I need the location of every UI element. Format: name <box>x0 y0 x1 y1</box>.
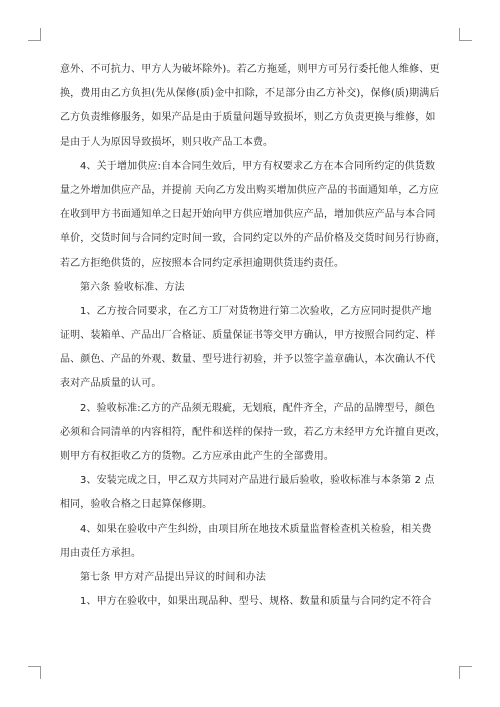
text-line: 第六条 验收标准、方法 <box>80 281 185 293</box>
text-line: 相同，验收合格之日起算保修期。 <box>60 499 213 511</box>
crop-mark-bottom-right <box>459 666 472 679</box>
text-line: 量之外增加供应产品，并提前 天向乙方发出购买增加供应产品的书面通知单，乙方应 <box>60 184 439 196</box>
text-line: 4、关于增加供应:自本合同生效后，甲方有权要求乙方在本合同所约定的供货数 <box>80 160 436 172</box>
text-line: 2、验收标准:乙方的产品须无瑕疵，无划痕，配件齐全，产品的品牌型号，颜色 <box>80 402 436 414</box>
text-line: 乙方负责维修服务，如果产品是由于质量问题导致损坏，则乙方负责更换与维修，如 <box>60 112 436 124</box>
text-line: 则甲方有权拒收乙方的货物。乙方应承由此产生的全部费用。 <box>60 451 335 462</box>
text-line: 单价，交货时间与合同约定时间一致，合同约定以外的产品价格及交货时间另行协商， <box>60 233 446 245</box>
text-line: 表对产品质量的认可。 <box>60 378 162 390</box>
crop-mark-top-left <box>28 28 41 41</box>
text-line: 若乙方拒绝供货的，应按照本合同约定承担逾期供货违约责任。 <box>60 257 345 269</box>
text-line: 1、甲方在验收中，如果出现品种、型号、规格、数量和质量与合同约定不符合 <box>80 596 432 608</box>
text-line: 必须和合同清单的内容相符，配件和送样的保持一致，若乙方未经甲方允许擅自更改， <box>60 426 446 438</box>
crop-mark-bottom-left <box>28 666 41 679</box>
text-line: 4、如果在验收中产生纠纷，由项目所在地技术质量监督检查机关检验，相关费 <box>80 523 432 535</box>
text-line: 第七条 甲方对产品提出异议的时间和办法 <box>80 571 267 583</box>
text-line: 证明、装箱单、产品出厂合格证、质量保证书等交甲方确认，甲方按照合同约定、样 <box>60 330 436 342</box>
text-line: 3、安装完成之日，甲乙双方共同对产品进行最后验收，验收标准与本条第 2 点 <box>80 475 435 487</box>
text-line: 品、颜色、产品的外观、数量、型号进行初验，并予以签字盖章确认，本次确认不代 <box>60 354 436 366</box>
text-line: 用由责任方承担。 <box>60 547 142 559</box>
text-line: 是由于人为原因导致损坏，则只收产品工本费。 <box>60 136 274 148</box>
text-line: 在收到甲方书面通知单之日起开始向甲方供应增加供应产品，增加供应产品与本合同 <box>60 209 436 221</box>
crop-mark-top-right <box>459 28 472 41</box>
document-body <box>60 58 450 614</box>
text-line: 换，费用由乙方负担(先从保修(质)金中扣除，不足部分由乙方补交)，保修(质)期满后 <box>60 88 440 100</box>
text-line: 1、乙方按合同要求，在乙方工厂对货物进行第二次验收，乙方应同时提供产地 <box>80 305 432 317</box>
text-line: 意外、不可抗力、甲方人为破坏除外)。若乙方拖延，则甲方可另行委托他人维修、更 <box>60 64 440 75</box>
